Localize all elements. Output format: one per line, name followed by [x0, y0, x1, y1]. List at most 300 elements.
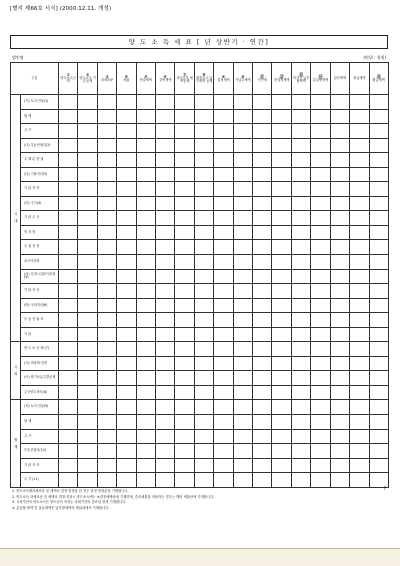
table-cell — [291, 95, 310, 110]
table-cell — [136, 124, 155, 139]
table-cell — [136, 327, 155, 342]
table-cell — [117, 182, 136, 197]
table-cell — [330, 109, 349, 124]
table-cell — [59, 371, 78, 386]
column-header — [175, 63, 194, 95]
table-cell — [369, 269, 388, 284]
table-cell — [136, 153, 155, 168]
table-cell — [350, 269, 369, 284]
row-label: (라) 주식(4) — [21, 196, 59, 211]
table-cell — [233, 225, 252, 240]
table-cell — [350, 225, 369, 240]
table-cell — [194, 182, 213, 197]
column-number: ⑭ — [318, 73, 323, 79]
table-cell — [330, 225, 349, 240]
table-cell — [117, 458, 136, 473]
table-cell — [253, 400, 272, 415]
table-cell — [194, 95, 213, 110]
table-cell — [59, 298, 78, 313]
table-cell — [214, 196, 233, 211]
table-cell — [253, 240, 272, 255]
table-cell — [291, 182, 310, 197]
table-row — [11, 313, 389, 328]
table-cell — [253, 138, 272, 153]
table-row — [11, 255, 389, 270]
row-label: 기 타 — [21, 327, 59, 342]
table-cell — [194, 240, 213, 255]
table-row — [11, 342, 389, 357]
table-cell — [78, 429, 97, 444]
table-cell — [330, 327, 349, 342]
table-cell — [350, 298, 369, 313]
column-label: 분납할세액 — [312, 77, 329, 82]
table-cell — [291, 167, 310, 182]
table-cell — [369, 298, 388, 313]
table-cell — [214, 109, 233, 124]
table-cell — [330, 255, 349, 270]
footnotes — [12, 489, 382, 511]
table-cell — [78, 240, 97, 255]
table-cell — [214, 211, 233, 226]
table-cell — [350, 138, 369, 153]
table-cell — [253, 371, 272, 386]
table-cell — [117, 342, 136, 357]
table-row — [11, 138, 389, 153]
column-label: 감면세액 — [159, 77, 172, 82]
table-cell — [117, 415, 136, 430]
table-cell — [194, 167, 213, 182]
table-cell — [97, 458, 116, 473]
table-cell — [330, 473, 349, 488]
table-cell — [233, 240, 252, 255]
table-cell — [117, 284, 136, 299]
table-cell — [233, 371, 252, 386]
column-number: ④ — [124, 73, 129, 79]
table-cell — [272, 153, 291, 168]
table-cell — [291, 211, 310, 226]
table-row — [11, 124, 389, 139]
row-label: 기 타 자 산 — [21, 182, 59, 197]
table-cell — [175, 473, 194, 488]
table-cell — [291, 313, 310, 328]
table-cell — [350, 153, 369, 168]
table-cell — [311, 153, 330, 168]
table-cell — [156, 269, 175, 284]
column-number: ⑦ — [182, 72, 187, 78]
column-label: 세율 — [123, 77, 130, 82]
table-cell — [156, 109, 175, 124]
table-cell — [330, 240, 349, 255]
table-cell — [350, 415, 369, 430]
table-cell — [291, 415, 310, 430]
table-cell — [233, 153, 252, 168]
table-cell — [78, 109, 97, 124]
column-label: 총결정세액 — [273, 77, 290, 82]
table-cell — [194, 415, 213, 430]
table-cell — [253, 124, 272, 139]
table-cell — [175, 182, 194, 197]
table-cell — [117, 429, 136, 444]
table-cell — [194, 196, 213, 211]
table-cell — [253, 327, 272, 342]
table-row — [11, 153, 389, 168]
row-label: 주 식 (11) — [21, 473, 59, 488]
table-cell — [194, 444, 213, 459]
column-label: 과세표준 — [100, 77, 114, 82]
table-cell — [117, 211, 136, 226]
table-cell — [97, 95, 116, 110]
table-cell — [136, 473, 155, 488]
table-cell — [156, 444, 175, 459]
table-cell — [369, 95, 388, 110]
table-cell — [369, 211, 388, 226]
table-cell — [97, 284, 116, 299]
table-cell — [214, 298, 233, 313]
column-number: ⑫ — [279, 73, 284, 79]
table-cell — [175, 327, 194, 342]
table-cell — [156, 415, 175, 430]
column-label: 산출세액 — [139, 77, 152, 82]
table-cell — [136, 400, 155, 415]
row-label: 기 타 자 산 — [21, 458, 59, 473]
row-label: 기 타 자 산 — [21, 284, 59, 299]
table-cell — [330, 342, 349, 357]
table-cell — [117, 371, 136, 386]
table-cell — [78, 444, 97, 459]
table-row — [11, 196, 389, 211]
table-cell — [272, 269, 291, 284]
table-cell — [78, 313, 97, 328]
table-cell — [136, 356, 155, 371]
table-cell — [78, 371, 97, 386]
row-label: 합 계 — [21, 109, 59, 124]
table-cell — [272, 255, 291, 270]
row-label: 주식양도차익(8) — [21, 385, 59, 400]
table-cell — [330, 211, 349, 226]
table-cell — [291, 473, 310, 488]
table-cell — [350, 458, 369, 473]
table-cell — [175, 124, 194, 139]
table-cell — [350, 371, 369, 386]
table-cell — [156, 255, 175, 270]
table-cell — [194, 298, 213, 313]
table-cell — [311, 356, 330, 371]
table-cell — [369, 225, 388, 240]
column-number: ⑧ — [202, 72, 206, 78]
table-cell — [214, 240, 233, 255]
table-cell — [291, 458, 310, 473]
table-cell — [311, 124, 330, 139]
table-cell — [136, 371, 155, 386]
table-cell — [214, 342, 233, 357]
table-cell — [369, 342, 388, 357]
table-row — [11, 298, 389, 313]
table-cell — [291, 400, 310, 415]
column-number: ⑪ — [260, 73, 265, 79]
table-cell — [291, 255, 310, 270]
table-cell — [117, 240, 136, 255]
table-cell — [175, 356, 194, 371]
table-cell — [369, 167, 388, 182]
table-cell — [253, 473, 272, 488]
table-cell — [330, 371, 349, 386]
column-header — [330, 63, 349, 95]
table-cell — [214, 182, 233, 197]
table-cell — [233, 167, 252, 182]
table-cell — [117, 327, 136, 342]
table-cell — [214, 385, 233, 400]
table-cell — [311, 167, 330, 182]
table-cell — [117, 269, 136, 284]
table-cell — [311, 95, 330, 110]
column-label: 기납부세액 — [235, 77, 251, 82]
table-cell — [175, 429, 194, 444]
table-cell — [272, 124, 291, 139]
section-label: 국 내 — [11, 95, 21, 342]
table-cell — [78, 284, 97, 299]
table-cell — [136, 298, 155, 313]
column-label: 가산세 — [257, 77, 267, 82]
table-cell — [194, 211, 213, 226]
table-cell — [194, 342, 213, 357]
table-cell — [350, 95, 369, 110]
table-cell — [272, 429, 291, 444]
table-cell — [253, 313, 272, 328]
table-cell — [214, 284, 233, 299]
table-cell — [350, 342, 369, 357]
table-cell — [97, 182, 116, 197]
table-cell — [175, 255, 194, 270]
table-cell — [311, 429, 330, 444]
table-cell — [233, 109, 252, 124]
column-number: ⑩ — [241, 73, 245, 79]
table-cell — [291, 371, 310, 386]
table-cell — [175, 196, 194, 211]
table-cell — [369, 153, 388, 168]
table-cell — [233, 458, 252, 473]
table-cell — [291, 138, 310, 153]
table-cell — [97, 415, 116, 430]
corporation-label: 법인명 — [12, 55, 24, 60]
column-header — [350, 63, 369, 95]
table-cell — [78, 298, 97, 313]
table-cell — [78, 182, 97, 197]
table-cell — [330, 444, 349, 459]
table-cell — [350, 385, 369, 400]
table-cell — [214, 356, 233, 371]
table-cell — [97, 473, 116, 488]
table-cell — [233, 255, 252, 270]
table-cell — [78, 255, 97, 270]
table-cell — [59, 167, 78, 182]
table-cell — [233, 284, 252, 299]
table-cell — [175, 415, 194, 430]
table-cell — [194, 371, 213, 386]
table-cell — [97, 385, 116, 400]
table-cell — [233, 182, 252, 197]
table-cell — [233, 473, 252, 488]
table-cell — [175, 167, 194, 182]
table-cell — [311, 240, 330, 255]
table-cell — [272, 240, 291, 255]
table-cell — [136, 458, 155, 473]
table-cell — [194, 327, 213, 342]
table-cell — [156, 211, 175, 226]
table-cell — [350, 167, 369, 182]
table-cell — [59, 211, 78, 226]
table-cell — [59, 356, 78, 371]
unit-label: (단위 : 천원) — [363, 55, 386, 60]
row-label: 주 택 분 양 권 — [21, 153, 59, 168]
table-cell — [291, 327, 310, 342]
table-cell — [214, 255, 233, 270]
table-cell — [214, 95, 233, 110]
footnote-4: 4. 분납할 세액 및 물납세액은 납부할세액의 범위내에서 기재합니다. — [12, 505, 110, 510]
table-cell — [156, 371, 175, 386]
table-cell — [175, 385, 194, 400]
row-label: 고 가 — [21, 124, 59, 139]
table-cell — [194, 400, 213, 415]
table-cell — [136, 109, 155, 124]
table-cell — [175, 95, 194, 110]
table-cell — [136, 167, 155, 182]
table-cell — [291, 109, 310, 124]
row-label: 기 타 주 식 — [21, 211, 59, 226]
table-cell — [136, 196, 155, 211]
table-cell — [272, 298, 291, 313]
tax-table — [10, 62, 389, 488]
table-cell — [291, 444, 310, 459]
table-cell — [253, 225, 272, 240]
table-cell — [369, 327, 388, 342]
table-cell — [272, 356, 291, 371]
table-cell — [97, 225, 116, 240]
table-cell — [272, 400, 291, 415]
table-cell — [350, 356, 369, 371]
table-cell — [78, 95, 97, 110]
table-cell — [59, 182, 78, 197]
table-cell — [59, 458, 78, 473]
table-cell — [253, 211, 272, 226]
table-cell — [369, 182, 388, 197]
table-cell — [117, 153, 136, 168]
table-cell — [117, 356, 136, 371]
table-cell — [214, 269, 233, 284]
table-cell — [156, 400, 175, 415]
table-cell — [214, 138, 233, 153]
column-number: ⑤ — [144, 73, 148, 79]
table-cell — [136, 255, 155, 270]
table-cell — [59, 327, 78, 342]
table-cell — [59, 196, 78, 211]
table-cell — [272, 182, 291, 197]
table-cell — [117, 400, 136, 415]
table-cell — [156, 458, 175, 473]
table-cell — [59, 429, 78, 444]
table-cell — [253, 255, 272, 270]
table-cell — [272, 313, 291, 328]
table-cell — [78, 124, 97, 139]
row-label: 주 권 상 장 — [21, 240, 59, 255]
table-cell — [253, 182, 272, 197]
table-cell — [311, 298, 330, 313]
table-cell — [156, 225, 175, 240]
table-cell — [369, 240, 388, 255]
row-label: 부 동 산 권 리 — [21, 313, 59, 328]
table-cell — [330, 124, 349, 139]
column-header — [78, 63, 97, 95]
table-cell — [233, 415, 252, 430]
table-cell — [194, 269, 213, 284]
table-cell — [136, 313, 155, 328]
table-cell — [330, 196, 349, 211]
table-cell — [311, 444, 330, 459]
table-cell — [175, 400, 194, 415]
column-header — [97, 63, 116, 95]
table-cell — [194, 225, 213, 240]
table-cell — [78, 415, 97, 430]
table-cell — [330, 138, 349, 153]
table-cell — [253, 167, 272, 182]
table-cell — [59, 444, 78, 459]
table-cell — [136, 182, 155, 197]
table-cell — [369, 313, 388, 328]
table-cell — [78, 327, 97, 342]
table-cell — [311, 255, 330, 270]
table-cell — [214, 444, 233, 459]
header-row — [11, 63, 389, 95]
table-cell — [330, 400, 349, 415]
table-cell — [233, 211, 252, 226]
table-row — [11, 182, 389, 197]
table-cell — [136, 429, 155, 444]
table-cell — [350, 124, 369, 139]
table-cell — [214, 124, 233, 139]
column-header — [291, 63, 310, 95]
row-label: (사) 비과세·감면 — [21, 356, 59, 371]
table-cell — [97, 298, 116, 313]
table-cell — [369, 458, 388, 473]
table-cell — [78, 473, 97, 488]
table-cell — [291, 385, 310, 400]
table-cell — [369, 138, 388, 153]
table-cell — [175, 225, 194, 240]
row-label: (나) 부동산권리(2) — [21, 138, 59, 153]
table-cell — [272, 225, 291, 240]
table-cell — [233, 342, 252, 357]
table-cell — [97, 138, 116, 153]
table-cell — [272, 138, 291, 153]
table-cell — [369, 400, 388, 415]
table-cell — [369, 124, 388, 139]
column-header — [156, 63, 175, 95]
table-cell — [272, 196, 291, 211]
table-cell — [97, 167, 116, 182]
column-header — [253, 63, 272, 95]
table-cell — [233, 429, 252, 444]
table-cell — [369, 429, 388, 444]
table-cell — [97, 153, 116, 168]
table-cell — [78, 458, 97, 473]
form-title: 양 도 소 득 세 표 [ 년 상반기 · 연간] — [10, 35, 388, 49]
table-cell — [330, 298, 349, 313]
column-header — [117, 63, 136, 95]
table-row — [11, 95, 389, 110]
table-cell — [194, 153, 213, 168]
table-cell — [233, 196, 252, 211]
table-cell — [175, 138, 194, 153]
table-cell — [194, 138, 213, 153]
